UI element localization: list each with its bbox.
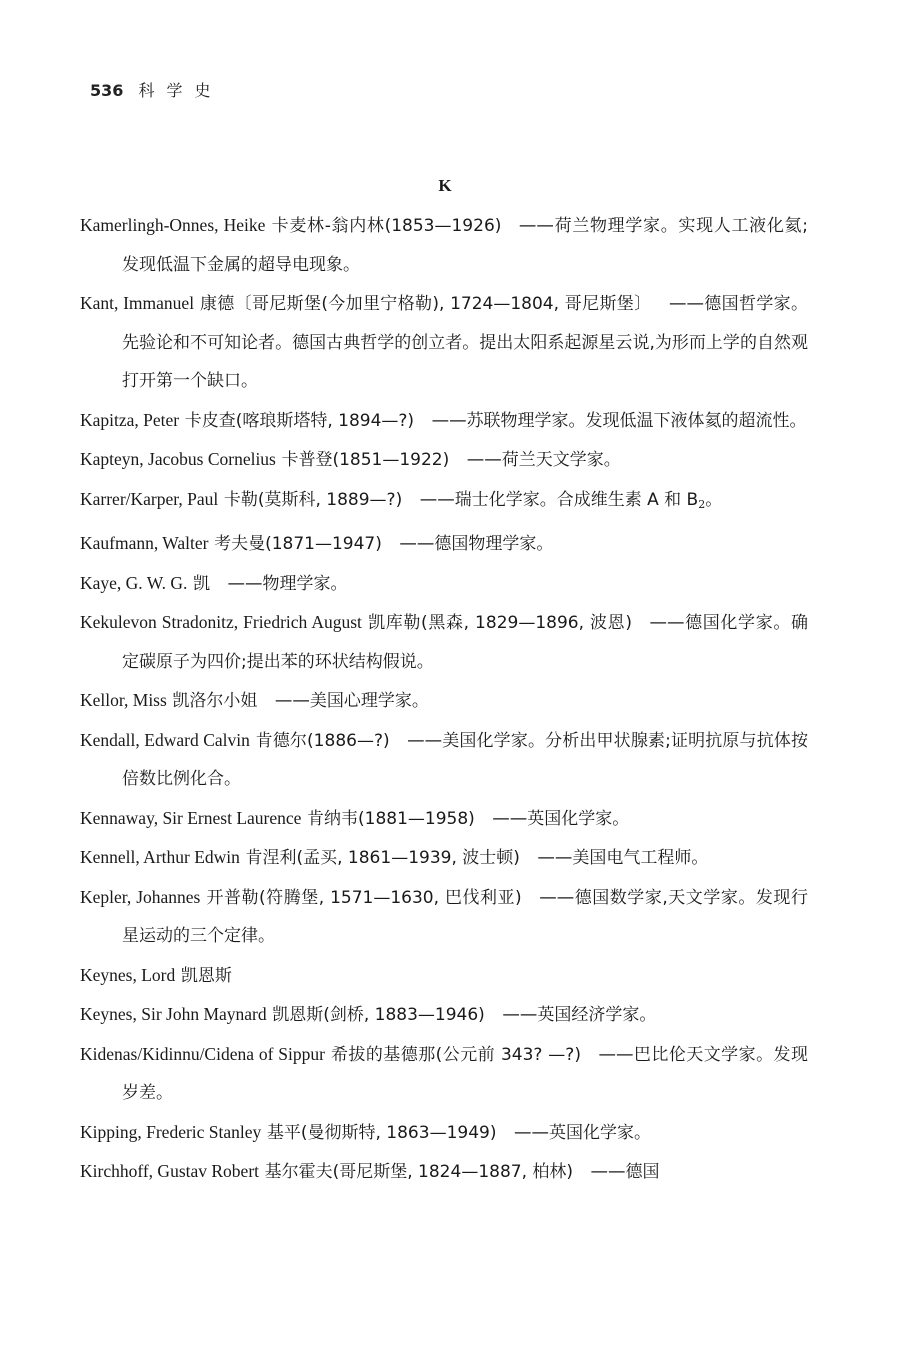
entry-chinese-name: 凯 xyxy=(193,573,210,594)
entry-description-tail: 。 xyxy=(705,489,723,510)
entry-chinese-name: 考夫曼(1871—1947) xyxy=(214,534,382,554)
entry-chinese-name: 基平(曼彻斯特, 1863—1949) xyxy=(266,1122,497,1143)
entry-chinese-name: 凯洛尔小姐 xyxy=(172,691,258,711)
entry-chinese-name: 肯德尔(1886—?) xyxy=(255,730,390,751)
entry-name: Kaye, G. W. G. xyxy=(80,572,188,593)
entry-description: 巴比伦天文学家。发现岁差。 xyxy=(122,1044,808,1103)
entry-description: 荷兰天文学家。 xyxy=(501,450,621,470)
entry-description: 苏联物理学家。发现低温下液体氦的超流性。 xyxy=(466,410,807,431)
entry-dash: —— xyxy=(399,534,435,554)
book-title: 科学史 xyxy=(138,81,223,100)
dictionary-entry xyxy=(80,401,808,441)
entry-dash: —— xyxy=(668,294,704,314)
entry-chinese-name: 卡普登(1851—1922) xyxy=(281,450,450,470)
entry-name: Kapitza, Peter xyxy=(80,409,180,430)
entry-name: Kidenas/Kidinnu/Cidena of Sippur xyxy=(80,1043,325,1064)
dictionary-entry xyxy=(80,1035,808,1113)
section-letter: K xyxy=(438,176,452,195)
entry-description: 美国心理学家。 xyxy=(309,691,429,711)
entry-description: 荷兰物理学家。实现人工液化氦;发现低温下金属的超导电现象。 xyxy=(122,216,808,275)
dictionary-entry xyxy=(80,721,808,799)
dictionary-entry xyxy=(80,1152,808,1192)
entry-description: 德国物理学家。 xyxy=(434,534,554,554)
entry-dash: —— xyxy=(407,730,443,751)
dictionary-entry xyxy=(80,995,808,1035)
entry-chinese-name: 卡皮查(喀琅斯塔特, 1894—?) xyxy=(184,410,415,431)
entry-description: 美国化学家。分析出甲状腺素;证明抗原与抗体按倍数比例化合。 xyxy=(122,730,808,789)
entry-chinese-name: 卡勒(莫斯科, 1889—?) xyxy=(223,489,403,510)
entry-dash: —— xyxy=(227,573,263,594)
entry-chinese-name: 凯恩斯(剑桥, 1883—1946) xyxy=(272,1005,485,1025)
entry-name: Kendall, Edward Calvin xyxy=(80,729,250,750)
entry-chinese-name: 凯库勒(黑森, 1829—1896, 波恩) xyxy=(368,613,632,633)
entry-name: Kipping, Frederic Stanley xyxy=(80,1121,262,1142)
entry-chinese-name: 希拔的基德那(公元前 343? —?) xyxy=(330,1044,581,1065)
dictionary-entry xyxy=(80,956,808,996)
entry-name: Kennell, Arthur Edwin xyxy=(80,847,240,867)
entry-name: Kirchhoff, Gustav Robert xyxy=(80,1161,260,1181)
dictionary-entry xyxy=(80,284,808,401)
entry-dash: —— xyxy=(492,808,528,829)
entry-list xyxy=(80,206,808,1192)
entry-chinese-name: 开普勒(符腾堡, 1571—1630, 巴伐利亚) xyxy=(206,887,522,908)
entry-dash: —— xyxy=(431,410,467,431)
entry-description: 英国化学家。 xyxy=(527,808,630,829)
entry-chinese-name: 卡麦林-翁内林(1853—1926) xyxy=(271,216,502,236)
entry-name: Keynes, Sir John Maynard xyxy=(80,1004,267,1024)
entry-name: Karrer/Karper, Paul xyxy=(80,488,219,509)
entry-dash: —— xyxy=(518,216,554,236)
dictionary-entry xyxy=(80,206,808,284)
entry-name: Keynes, Lord xyxy=(80,964,176,985)
running-head xyxy=(90,78,223,101)
entry-dash: —— xyxy=(537,848,573,868)
dictionary-entry xyxy=(80,564,808,604)
entry-name: Kepler, Johannes xyxy=(80,886,201,907)
entry-name: Kant, Immanuel xyxy=(80,293,195,313)
dictionary-entry xyxy=(80,524,808,564)
entry-dash: —— xyxy=(598,1044,634,1065)
entry-description: 瑞士化学家。合成维生素 A 和 B xyxy=(454,489,699,510)
entry-description: 美国电气工程师。 xyxy=(572,848,709,868)
entry-name: Kapteyn, Jacobus Cornelius xyxy=(80,449,276,469)
entry-dash: —— xyxy=(466,450,502,470)
entry-name: Kellor, Miss xyxy=(80,690,167,710)
entry-chinese-name: 肯涅利(孟买, 1861—1939, 波士顿) xyxy=(245,848,520,868)
entry-description: 德国哲学家。先验论和不可知论者。德国古典哲学的创立者。提出太阳系起源星云说,为形而上学的自然观打开第一个缺口。 xyxy=(122,294,808,391)
dictionary-entry xyxy=(80,480,808,525)
entry-description: 德国数学家,天文学家。发现行星运动的三个定律。 xyxy=(122,887,808,946)
dictionary-entry xyxy=(80,838,808,878)
dictionary-entry xyxy=(80,603,808,681)
dictionary-entry xyxy=(80,440,808,480)
entry-dash: —— xyxy=(539,887,575,908)
entry-dash: —— xyxy=(590,1162,626,1182)
entry-chinese-name: 康德〔哥尼斯堡(今加里宁格勒), 1724—1804, 哥尼斯堡〕 xyxy=(199,294,652,314)
dictionary-entry xyxy=(80,878,808,956)
entry-dash: —— xyxy=(513,1122,549,1143)
entry-name: Kaufmann, Walter xyxy=(80,533,209,553)
entry-name: Kennaway, Sir Ernest Laurence xyxy=(80,807,302,828)
entry-name: Kekulevon Stradonitz, Friedrich August xyxy=(80,612,362,632)
entry-description: 物理学家。 xyxy=(262,573,348,594)
entry-chinese-name: 基尔霍夫(哥尼斯堡, 1824—1887, 柏林) xyxy=(264,1162,574,1182)
dictionary-entry xyxy=(80,1113,808,1153)
entry-dash: —— xyxy=(419,489,455,510)
entry-description: 英国化学家。 xyxy=(548,1122,651,1143)
entry-description: 英国经济学家。 xyxy=(537,1005,657,1025)
dictionary-entry xyxy=(80,799,808,839)
entry-dash: —— xyxy=(502,1005,538,1025)
entry-dash: —— xyxy=(649,613,685,633)
entry-subscript: 2 xyxy=(698,497,706,511)
entry-name: Kamerlingh-Onnes, Heike xyxy=(80,215,266,235)
entry-description: 德国 xyxy=(625,1162,660,1182)
entry-dash: —— xyxy=(274,691,310,711)
entry-chinese-name: 凯恩斯 xyxy=(180,965,232,986)
entry-description: 德国化学家。确定碳原子为四价;提出苯的环状结构假说。 xyxy=(122,613,808,672)
page-number: 536 xyxy=(90,81,124,100)
entry-chinese-name: 肯纳韦(1881—1958) xyxy=(307,808,475,829)
dictionary-entry xyxy=(80,681,808,721)
